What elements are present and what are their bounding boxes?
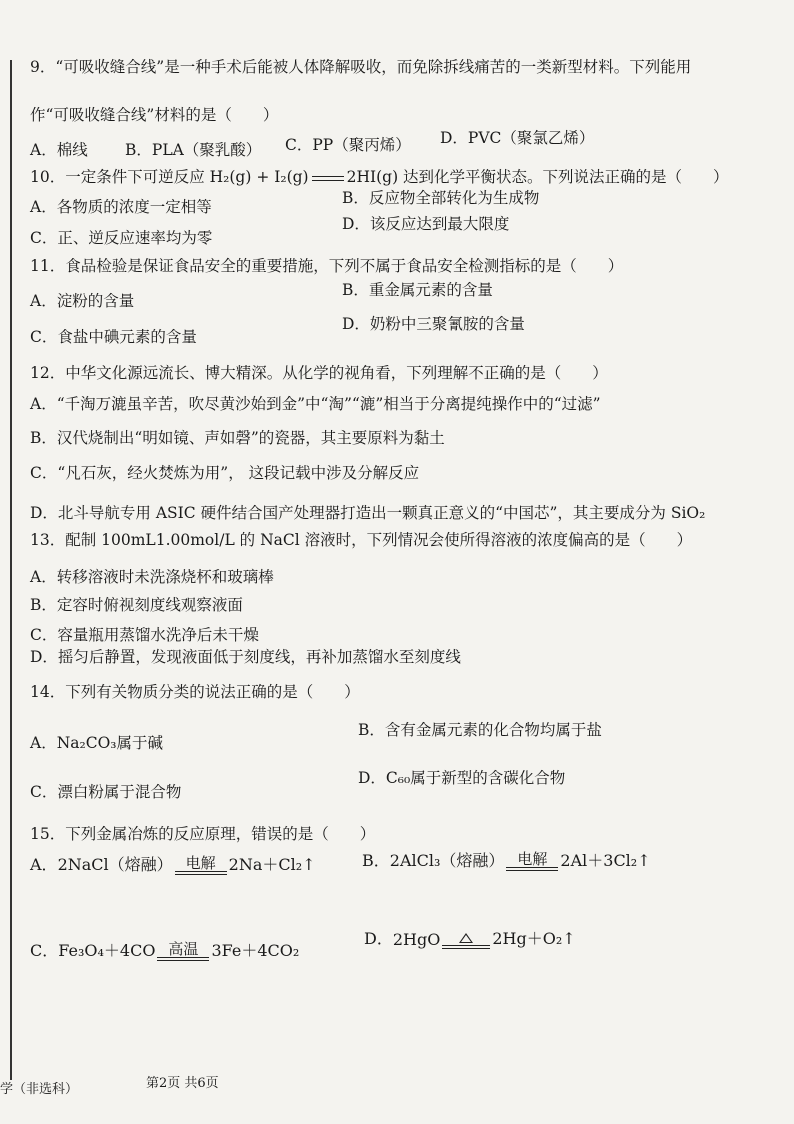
q14-stem: 14．下列有关物质分类的说法正确的是（ ） [30,683,360,701]
q14-option-b: B．含有金属元素的化合物均属于盐 [358,721,602,739]
q13-option-a: A．转移溶液时未洗涤烧杯和玻璃棒 [30,568,274,586]
q15-option-a [30,852,316,875]
q12-option-c: C．“凡石灰，经火焚炼为用”， 这段记载中涉及分解反应 [30,464,420,482]
q15-a-cond-text: 电解 [185,854,216,872]
q15-b-cond-text: 电解 [517,850,548,868]
footer-subject: 学（非选科） [0,1082,79,1097]
q13-option-b: B．定容时俯视刻度线观察液面 [30,596,243,614]
q15-b-label: B． [362,851,390,870]
q15-c-cond-text: 高温 [168,940,199,958]
q10-option-a: A．各物质的浓度一定相等 [30,198,212,216]
q13-stem: 13．配制 100mL1.00mol/L 的 NaCl 溶液时，下列情况会使所得溶液的浓度偏高的是（ ） [30,531,693,549]
q10-stem-post: 2HI(g) 达到化学平衡状态。下列说法正确的是（ ） [346,168,729,186]
q10-option-c: C．正、逆反应速率均为零 [30,229,213,247]
q15-stem: 15．下列金属冶炼的反应原理，错误的是（ ） [30,825,376,843]
q15-b-right: 2Al＋3Cl₂↑ [560,851,651,870]
equals-sign-icon [442,945,490,949]
q15-a-right: 2Na＋Cl₂↑ [228,855,316,874]
q15-b-condition [506,851,558,871]
q13-option-d: D．摇匀后静置，发现液面低于刻度线，再补加蒸馏水至刻度线 [30,648,461,666]
q15-option-d [364,926,576,949]
q12-stem: 12．中华文化源远流长、博大精深。从化学的视角看，下列理解不正确的是（ ） [30,364,608,382]
q9-stem-line2: 作“可吸收缝合线”材料的是（ ） [30,106,279,124]
q10-option-b: B．反应物全部转化为生成物 [342,189,540,207]
q15-c-condition [157,941,209,961]
binding-margin-line [10,60,12,1080]
q11-option-c: C．食盐中碘元素的含量 [30,328,197,346]
q9-option-a: A．棉线 [30,141,88,159]
q15-d-condition [442,933,490,949]
q9-option-d: D．PVC（聚氯乙烯） [440,129,595,147]
q15-a-left: 2NaCl（熔融） [57,855,173,874]
q13-option-c: C．容量瓶用蒸馏水洗净后未干燥 [30,626,259,644]
q15-option-c [30,938,299,961]
q15-c-label: C． [30,941,59,960]
q15-d-label: D． [364,929,393,948]
footer-page-number: 第2页 共6页 [146,1076,219,1091]
q12-option-b: B．汉代烧制出“明如镜、声如磬”的瓷器，其主要原料为黏土 [30,429,445,447]
q11-option-b: B．重金属元素的含量 [342,281,493,299]
q14-option-a: A．Na₂CO₃属于碱 [30,734,163,752]
heat-triangle-icon [459,933,473,943]
q15-c-left: Fe₃O₄＋4CO [58,941,156,960]
q12-option-d: D．北斗导航专用 ASIC 硬件结合国产处理器打造出一颗真正意义的“中国芯”，其主要成分为 SiO₂ [30,504,706,522]
q9-option-b: B．PLA（聚乳酸） [125,141,262,159]
q15-d-left: 2HgO [392,930,441,949]
q10-stem-pre: 10．一定条件下可逆反应 H₂(g) + I₂(g) [30,168,309,186]
q11-stem: 11．食品检验是保证食品安全的重要措施，下列不属于食品安全检测指标的是（ ） [30,257,624,275]
q15-d-right: 2Hg＋O₂↑ [492,929,576,948]
equilibrium-arrow-icon [312,175,344,182]
q15-a-condition [175,855,227,875]
q15-option-b [362,848,651,871]
q9-option-c: C．PP（聚丙烯） [285,136,411,154]
q15-c-right: 3Fe＋4CO₂ [211,941,300,960]
q15-a-label: A． [30,855,58,874]
q12-option-a: A．“千淘万漉虽辛苦，吹尽黄沙始到金”中“淘”“漉”相当于分离提纯操作中的“过滤” [30,395,601,413]
q9-stem-line1: 9．“可吸收缝合线”是一种手术后能被人体降解吸收，而免除拆线痛苦的一类新型材料。下列能用 [30,58,692,76]
q10-stem [30,167,729,187]
q14-option-c: C．漂白粉属于混合物 [30,783,182,801]
q11-option-a: A．淀粉的含量 [30,292,135,310]
q15-b-left: 2AlCl₃（熔融） [389,851,505,870]
q14-option-d: D．C₆₀属于新型的含碳化合物 [358,769,566,787]
q10-option-d: D．该反应达到最大限度 [342,215,510,233]
q11-option-d: D．奶粉中三聚氰胺的含量 [342,315,525,333]
